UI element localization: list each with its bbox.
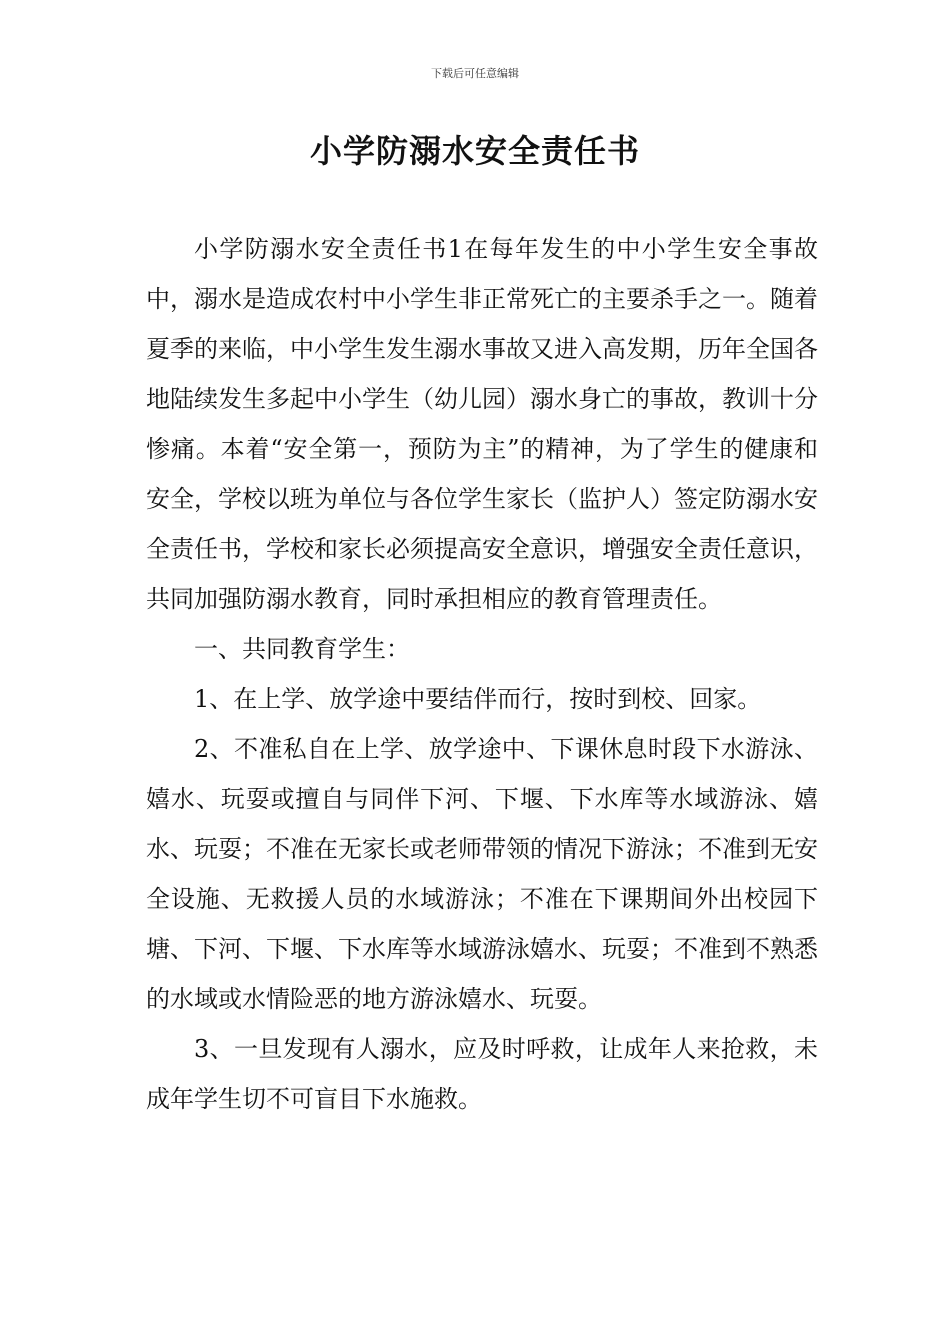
header-note: 下载后可任意编辑 xyxy=(431,67,519,80)
paragraph-item-2: 2、不准私自在上学、放学途中、下课休息时段下水游泳、嬉水、玩耍或擅自与同伴下河、下堰、下水库等水域游泳、嬉水、玩耍；不准在无家长或老师带领的情况下游泳；不准到无安全设施、无救援人员的水域游泳；不准在下课期间外出校园下塘、下河、下堰、下水库等水域游泳嬉水、玩耍；不准到不熟悉的水域或水情险恶的地方游泳嬉水、玩耍。 xyxy=(146,735,818,1013)
document-body xyxy=(146,224,818,1124)
paragraph-intro: 小学防溺水安全责任书1在每年发生的中小学生安全事故中，溺水是造成农村中小学生非正常死亡的主要杀手之一。随着夏季的来临，中小学生发生溺水事故又进入高发期，历年全国各地陆续发生多起中小学生（幼儿园）溺水身亡的事故，教训十分惨痛。本着“安全第一，预防为主”的精神，为了学生的健康和安全，学校以班为单位与各位学生家长（监护人）签定防溺水安全责任书，学校和家长必须提高安全意识，增强安全责任意识，共同加强防溺水教育，同时承担相应的教育管理责任。 xyxy=(146,235,818,613)
paragraph-item-1: 1、在上学、放学途中要结伴而行，按时到校、回家。 xyxy=(194,685,762,713)
paragraph-section-heading: 一、共同教育学生： xyxy=(194,635,410,663)
paragraph-item-3: 3、一旦发现有人溺水，应及时呼救，让成年人来抢救，未成年学生切不可盲目下水施救。 xyxy=(146,1035,818,1113)
document-title: 小学防溺水安全责任书 xyxy=(309,132,640,170)
